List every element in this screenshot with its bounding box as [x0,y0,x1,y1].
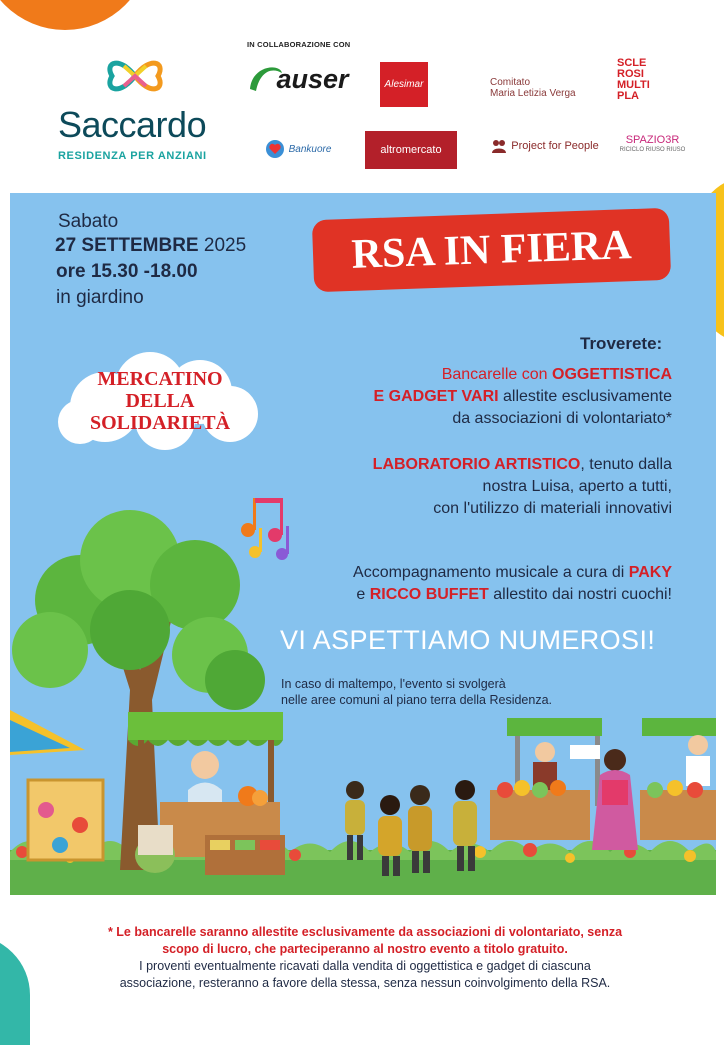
sclerosi-line: PLA [617,90,639,102]
teal-corner-shape [0,935,30,1045]
workshop-paragraph [373,454,672,520]
market-title-line: MERCATINO [97,368,223,390]
rain-notice-line: nelle aree comuni al piano terra della Residenza. [281,693,552,707]
proceeds-line: associazione, resteranno a favore della stessa, senza nessun coinvolgimento della RSA. [119,976,611,990]
stalls-text: Bancarelle con [441,366,552,383]
people-icon [491,138,507,154]
stalls-paragraph [374,364,672,430]
auser-logo [246,55,351,103]
workshop-text: con l'utilizzo di materiali innovativi [433,500,672,517]
buffet-highlight: RICCO BUFFET [369,586,489,603]
bankuore-wordmark: Bankuore [288,143,332,155]
brand-name: Saccardo [58,104,207,145]
rain-notice-line: In caso di maltempo, l'evento si svolgerà [281,677,506,691]
proceeds-notice [40,958,690,992]
footnote [40,924,690,958]
spazio-wordmark: SPAZIO3R [625,134,680,146]
gadget-highlight: E GADGET VARI [373,388,499,405]
collaboration-label: IN COLLABORAZIONE CON [247,40,351,49]
saccardo-logo-icon [100,52,170,100]
buffet-text: e [356,586,370,603]
project-wordmark: Project for People [511,140,599,152]
globe-heart-icon [264,138,286,160]
sclerosi-line: MULTI [617,79,650,91]
workshop-text: nostra Luisa, aperto a tutti, [482,478,672,495]
market-title-line: SOLIDARIETÀ [89,412,231,434]
details-heading: Troverete: [580,334,663,353]
stalls-text: allestite esclusivamente [498,388,672,405]
altromercato-logo: altromercato [365,131,457,169]
spazio-subtitle: RICICLO RIUSO RIUSO [619,147,686,153]
market-title [55,368,265,434]
rain-notice [281,676,552,708]
event-time: ore 15.30 -18.00 [56,261,198,282]
workshop-text: , tenuto dalla [580,456,672,473]
title-banner [312,208,671,292]
market-title-line: DELLA [125,390,195,412]
right-stall [490,718,716,850]
umbrella-stall [10,710,103,860]
stalls-text: da associazioni di volontariato* [452,410,672,427]
event-title: RSA IN FIERA [350,222,633,278]
sclerosi-multipla-logo [617,54,665,106]
alesimar-logo: Alesimar [380,62,428,107]
spazio3r-logo [610,130,695,160]
comitato-logo [470,70,580,106]
event-place: in giardino [56,287,144,308]
project-for-people-logo [490,135,600,157]
music-buffet-paragraph [353,562,672,606]
event-day: Sabato [58,211,119,232]
invite-headline: VI ASPETTIAMO NUMEROSI! [280,625,656,655]
event-date-bold: 27 SETTEMBRE [55,235,199,256]
music-highlight: PAKY [628,564,672,581]
footnote-line: scopo di lucro, che parteciperanno al nostro evento a titolo gratuito. [162,942,568,956]
sclerosi-line: ROSI [617,68,644,80]
workshop-highlight: LABORATORIO ARTISTICO [372,456,581,473]
comitato-line1: Comitato [490,77,531,88]
brand-subtitle: RESIDENZA PER ANZIANI [58,150,207,162]
stalls-highlight: OGGETTISTICA [552,366,672,383]
footnote-line: * Le bancarelle saranno allestite esclusivamente da associazioni di volontariato, senza [107,925,623,939]
orange-corner-shape [0,0,150,30]
auser-wordmark: auser [276,63,349,94]
sclerosi-line: SCLE [617,57,647,69]
comitato-line2: Maria Letizia Verga [490,88,576,99]
music-notes-icon [241,498,289,560]
event-year: 2025 [198,235,247,256]
buffet-text: allestito dai nostri cuochi! [488,586,672,603]
proceeds-line: I proventi eventualmente ricavati dalla vendita di oggettistica e gadget di ciascuna [139,959,591,973]
bankuore-logo [260,130,335,168]
event-date [55,234,246,258]
music-text: Accompagnamento musicale a cura di [353,564,629,581]
auser-swoosh-icon [246,59,286,99]
